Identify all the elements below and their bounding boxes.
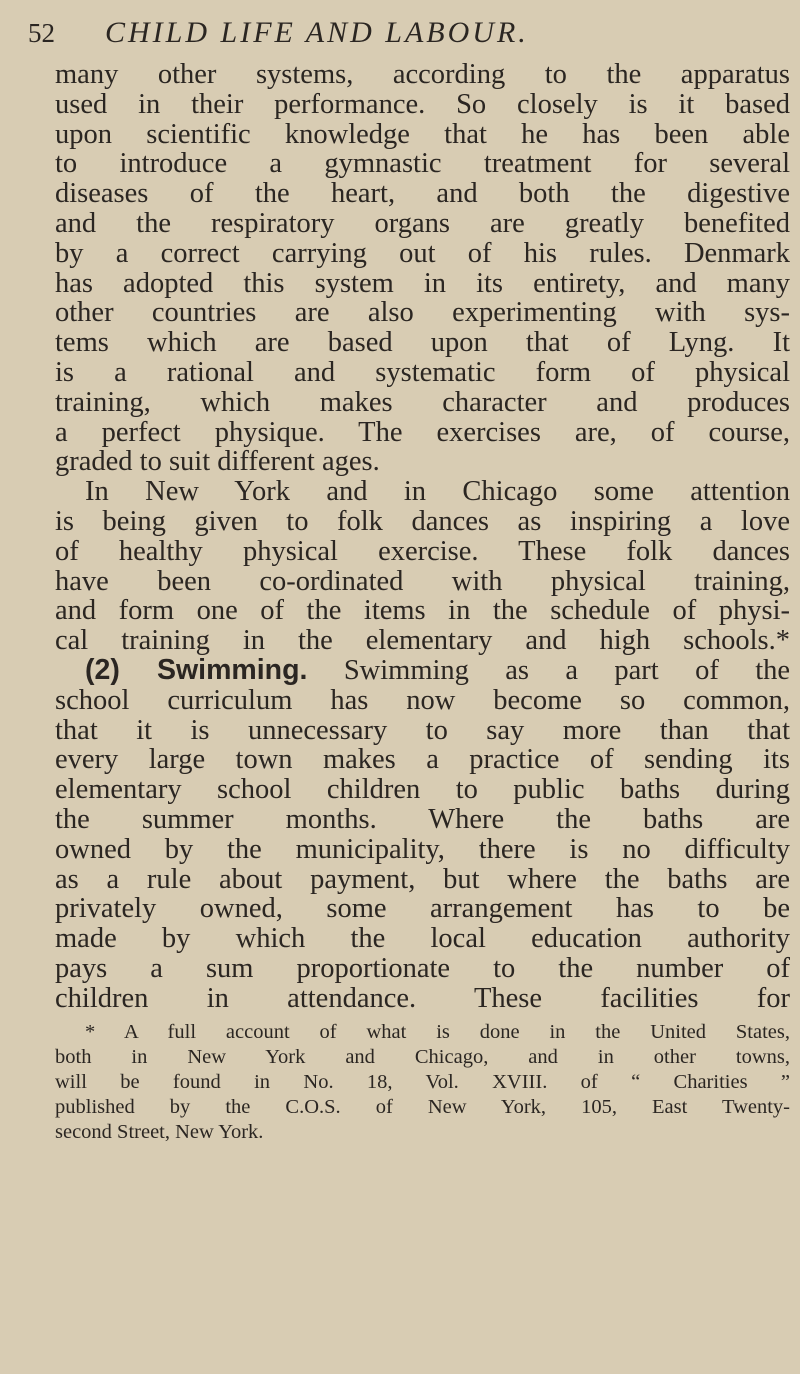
text-line: graded to suit different ages.	[55, 446, 380, 478]
section-heading: (2) Swimming.	[85, 653, 308, 686]
text-line: to introduce a gymnastic treatment for several	[55, 148, 790, 180]
text-line: have been co-ordinated with physical training,	[55, 565, 790, 597]
text-line: elementary school children to public baths during	[55, 774, 790, 806]
text-line: the summer months. Where the baths are	[55, 803, 790, 835]
text-line: by a correct carrying out of his rules. Denmark	[55, 237, 790, 269]
footnote-line: published by the C.O.S. of New York, 105, East Twenty-	[55, 1096, 790, 1118]
page-number: 52	[28, 18, 55, 48]
text-line: that it is unnecessary to say more than that	[55, 714, 790, 746]
text-line: and the respiratory organs are greatly benefited	[55, 207, 790, 239]
text-line: as a rule about payment, but where the baths are	[55, 863, 790, 895]
footnote-line: second Street, New York.	[55, 1121, 264, 1143]
running-title: CHILD LIFE AND LABOUR.	[105, 16, 529, 49]
text-line: is being given to folk dances as inspiring a love	[55, 505, 790, 537]
text-line: other countries are also experimenting with sys-	[55, 297, 790, 329]
text-line: diseases of the heart, and both the digestive	[55, 178, 790, 210]
text-line: of healthy physical exercise. These folk dances	[55, 535, 790, 567]
text-line: school curriculum has now become so common,	[55, 684, 790, 716]
body-text	[55, 60, 790, 1014]
text-line: cal training in the elementary and high schools.*	[55, 625, 790, 657]
footnote-line: * A full account of what is done in the United States,	[85, 1021, 790, 1043]
text-line: upon scientific knowledge that he has been able	[55, 118, 790, 150]
text-line: is a rational and systematic form of physical	[55, 356, 790, 388]
text-line: made by which the local education authority	[55, 923, 790, 955]
footnote	[55, 1020, 790, 1145]
text-line: used in their performance. So closely is it based	[55, 88, 790, 120]
text-line: Swimming as a part of the	[343, 654, 791, 686]
footnote-line: will be found in No. 18, Vol. XVIII. of “ Charities ”	[55, 1071, 790, 1093]
text-line: privately owned, some arrangement has to be	[55, 893, 790, 925]
text-line: owned by the municipality, there is no difficulty	[55, 833, 790, 865]
text-line: pays a sum proportionate to the number of	[55, 952, 790, 984]
text-line: and form one of the items in the schedule of physi-	[55, 595, 790, 627]
text-line: many other systems, according to the apparatus	[55, 59, 790, 90]
footnote-line: both in New York and Chicago, and in other towns,	[55, 1046, 790, 1068]
text-line: tems which are based upon that of Lyng. It	[55, 327, 790, 359]
text-line: training, which makes character and produces	[55, 386, 790, 418]
text-line: every large town makes a practice of sending its	[55, 744, 790, 776]
text-line-with-heading	[55, 653, 791, 686]
text-line: children in attendance. These facilities for	[55, 982, 790, 1014]
text-line: In New York and in Chicago some attention	[85, 476, 790, 508]
running-header	[0, 16, 800, 56]
text-line: has adopted this system in its entirety, and many	[55, 267, 790, 299]
text-line: a perfect physique. The exercises are, of course,	[55, 416, 790, 448]
